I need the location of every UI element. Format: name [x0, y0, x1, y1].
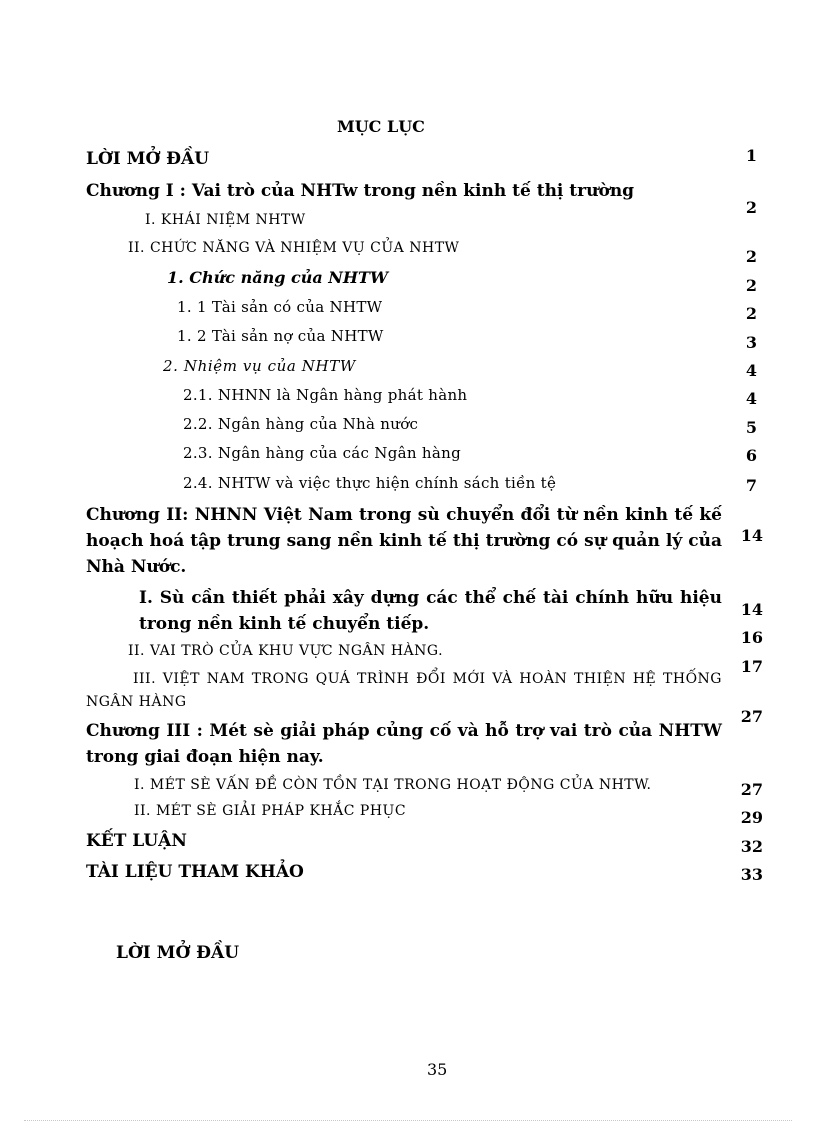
toc-page: 4: [745, 361, 757, 380]
page-title: MỤC LỤC: [337, 117, 425, 136]
toc-entry-chuong-1[interactable]: Chương I : Vai trò của NHTw trong nền kinh tế thị trường: [86, 181, 635, 201]
page-edge-divider: [24, 1120, 792, 1121]
toc-page: 6: [745, 446, 757, 465]
toc-entry[interactable]: II. CHỨC NĂNG VÀ NHIỆM VỤ CỦA NHTW: [128, 240, 460, 256]
toc-entry-tai-lieu[interactable]: TÀI LIỆU THAM KHẢO: [86, 862, 304, 882]
toc-page: 2: [745, 276, 757, 295]
toc-page: 16: [740, 628, 763, 647]
toc-entry-loi-mo-dau[interactable]: LỜI MỞ ĐẦU: [86, 149, 210, 169]
toc-page: 14: [740, 526, 763, 545]
toc-page: 29: [740, 808, 763, 827]
toc-page: 14: [740, 600, 763, 619]
toc-entry[interactable]: 2. Nhiệm vụ của NHTW: [163, 357, 356, 375]
toc-entry[interactable]: II. VAI TRÒ CỦA KHU VỰC NGÂN HÀNG.: [128, 643, 444, 659]
toc-page: 1: [745, 146, 757, 165]
toc-page: 27: [740, 707, 763, 726]
toc-entry-chuong-3[interactable]: Chương III : Mét sè giải pháp củng cố và hỗ trợ vai trò của NHTW trong giai đoạn hiện nay.: [86, 721, 722, 767]
toc-entry[interactable]: 2.1. NHNN là Ngân hàng phát hành: [183, 386, 468, 404]
toc-page: 3: [745, 333, 757, 352]
toc-entry[interactable]: [139, 585, 722, 637]
page-number: 35: [427, 1060, 448, 1079]
toc-page: 4: [745, 389, 757, 408]
toc-entry[interactable]: 1. 1 Tài sản có của NHTW: [177, 298, 383, 316]
toc-page: 2: [745, 304, 757, 323]
toc-entry[interactable]: 1. 2 Tài sản nợ của NHTW: [177, 327, 384, 345]
toc-entry[interactable]: III. VIỆT NAM TRONG QUÁ TRÌNH ĐỔI MỚI VÀ HOÀN THIỆN HỆ THỐNG NGÂN HÀNG: [86, 671, 722, 710]
toc-page: 2: [745, 198, 757, 217]
toc-entry[interactable]: 2.3. Ngân hàng của các Ngân hàng: [183, 444, 461, 462]
section-heading: LỜI MỞ ĐẦU: [116, 943, 240, 963]
toc-page: 27: [740, 780, 763, 799]
toc-entry[interactable]: II. MÉT SÈ GIẢI PHÁP KHẮC PHỤC: [134, 803, 407, 819]
toc-entry[interactable]: 2.2. Ngân hàng của Nhà nước: [183, 415, 419, 433]
toc-page: 2: [745, 247, 757, 266]
toc-entry-ket-luan[interactable]: KẾT LUẬN: [86, 831, 187, 851]
toc-entry-chuong-2[interactable]: Chương II: NHNN Việt Nam trong sù chuyển đổi từ nền kinh tế kế hoạch hoá tập trung sang nền kinh tế thị trường có sự quản lý của Nhà Nước.: [86, 505, 722, 577]
toc-page: 7: [745, 476, 757, 495]
toc-entry[interactable]: I. KHÁI NIỆM NHTW: [145, 212, 306, 228]
toc-page: 17: [740, 657, 763, 676]
toc-page: 5: [745, 418, 757, 437]
toc-page: 32: [740, 837, 763, 856]
toc-entry[interactable]: 1. Chức năng của NHTW: [167, 268, 388, 287]
toc-entry[interactable]: I. MÉT SÈ VẤN ĐỀ CÒN TỒN TẠI TRONG HOẠT ĐỘNG CỦA NHTW.: [134, 777, 652, 793]
toc-entry-text: I. Sù cần thiết phải xây dựng các thể chế tài chính hữu hiệu trong nền kinh tế chuyển tiếp.: [139, 588, 722, 634]
toc-page: 33: [740, 865, 763, 884]
toc-entry[interactable]: 2.4. NHTW và việc thực hiện chính sách tiền tệ: [183, 474, 557, 492]
